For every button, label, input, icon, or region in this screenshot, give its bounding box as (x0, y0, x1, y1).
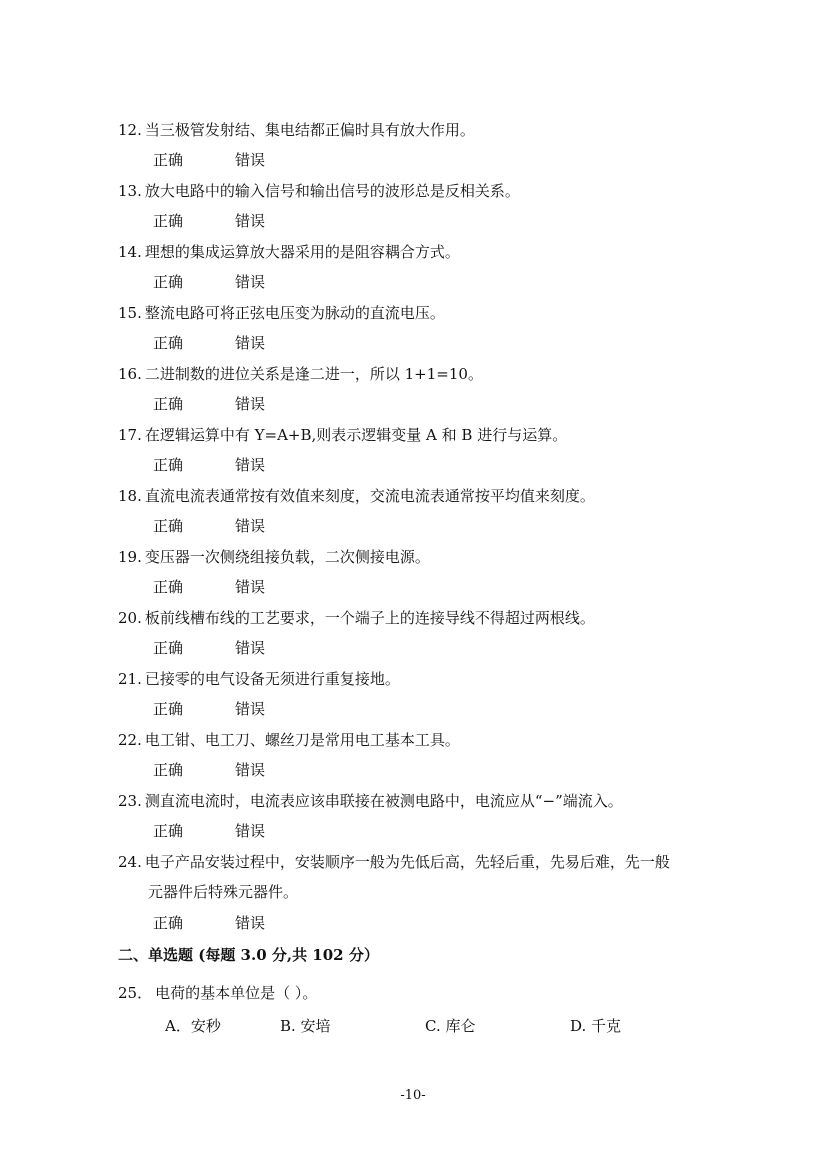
option-true[interactable]: 正确 (153, 761, 184, 779)
options-12 (153, 150, 265, 170)
option-false[interactable]: 错误 (235, 151, 266, 169)
question-17 (118, 425, 567, 445)
question-22 (118, 730, 460, 750)
option-false[interactable]: 错误 (235, 395, 266, 413)
question-number: 13. (118, 182, 142, 200)
question-text: 二进制数的进位关系是逢二进一，所以 1+1=10。 (144, 365, 483, 383)
question-text: 已接零的电气设备无须进行重复接地。 (144, 670, 400, 688)
option-true[interactable]: 正确 (153, 212, 184, 230)
question-21 (118, 669, 400, 689)
question-text: 放大电路中的输入信号和输出信号的波形总是反相关系。 (144, 182, 520, 200)
choice-b[interactable]: B. 安培 (280, 1017, 331, 1035)
option-false[interactable]: 错误 (235, 914, 266, 932)
option-true[interactable]: 正确 (153, 334, 184, 352)
question-number: 14. (118, 243, 142, 261)
option-true[interactable]: 正确 (153, 822, 184, 840)
options-14 (153, 272, 265, 292)
options-19 (153, 577, 265, 597)
option-false[interactable]: 错误 (235, 639, 266, 657)
question-number: 16. (118, 365, 142, 383)
option-false[interactable]: 错误 (235, 700, 266, 718)
question-text: 直流电流表通常按有效值来刻度，交流电流表通常按平均值来刻度。 (144, 487, 595, 505)
options-15 (153, 333, 265, 353)
option-false[interactable]: 错误 (235, 456, 266, 474)
choice-c[interactable]: C. 库仑 (425, 1017, 476, 1035)
question-text: 测直流电流时，电流表应该串联接在被测电路中，电流应从“−”端流入。 (144, 792, 623, 810)
option-true[interactable]: 正确 (153, 914, 184, 932)
question-number: 15. (118, 304, 142, 322)
option-false[interactable]: 错误 (235, 212, 266, 230)
options-17 (153, 455, 265, 475)
option-false[interactable]: 错误 (235, 822, 266, 840)
section-heading: 二、单选题 (每题 3.0 分,共 102 分） (118, 946, 379, 964)
option-false[interactable]: 错误 (235, 578, 266, 596)
choice-a[interactable]: A．安秒 (165, 1017, 221, 1035)
question-text: 当三极管发射结、集电结都正偏时具有放大作用。 (144, 121, 475, 139)
options-23 (153, 821, 265, 841)
question-25 (118, 983, 317, 1003)
question-number: 24. (118, 853, 142, 871)
option-false[interactable]: 错误 (235, 761, 266, 779)
option-true[interactable]: 正确 (153, 151, 184, 169)
question-12 (118, 120, 475, 140)
question-number: 21. (118, 670, 142, 688)
options-24 (153, 913, 265, 933)
option-true[interactable]: 正确 (153, 578, 184, 596)
question-number: 18. (118, 487, 142, 505)
question-number: 19. (118, 548, 142, 566)
question-text: 整流电路可将正弦电压变为脉动的直流电压。 (144, 304, 445, 322)
question-text: 变压器一次侧绕组接负载，二次侧接电源。 (144, 548, 430, 566)
options-13 (153, 211, 265, 231)
question-19 (118, 547, 430, 567)
question-text: 在逻辑运算中有 Y=A+B,则表示逻辑变量 A 和 B 进行与运算。 (144, 426, 568, 444)
question-15 (118, 303, 445, 323)
question-18 (118, 486, 595, 506)
question-16 (118, 364, 483, 384)
question-number: 20. (118, 609, 142, 627)
question-text: 电子产品安装过程中，安装顺序一般为先低后高，先轻后重，先易后难，先一般 (144, 853, 670, 871)
option-false[interactable]: 错误 (235, 334, 266, 352)
question-number: 22. (118, 731, 142, 749)
options-18 (153, 516, 265, 536)
option-true[interactable]: 正确 (153, 456, 184, 474)
page-number: -10- (400, 1088, 426, 1103)
option-true[interactable]: 正确 (153, 639, 184, 657)
question-14 (118, 242, 460, 262)
question-text: 理想的集成运算放大器采用的是阻容耦合方式。 (144, 243, 460, 261)
question-number: 12. (118, 121, 142, 139)
options-16 (153, 394, 265, 414)
option-false[interactable]: 错误 (235, 273, 266, 291)
question-text: 电工钳、电工刀、螺丝刀是常用电工基本工具。 (144, 731, 460, 749)
options-20 (153, 638, 265, 658)
question-number: 17. (118, 426, 142, 444)
options-22 (153, 760, 265, 780)
question-number: 23. (118, 792, 142, 810)
question-text: 板前线槽布线的工艺要求，一个端子上的连接导线不得超过两根线。 (144, 609, 595, 627)
question-number: 25． (118, 984, 153, 1002)
option-true[interactable]: 正确 (153, 700, 184, 718)
options-21 (153, 699, 265, 719)
option-true[interactable]: 正确 (153, 273, 184, 291)
question-24 (118, 852, 670, 872)
question-13 (118, 181, 520, 201)
option-true[interactable]: 正确 (153, 517, 184, 535)
choice-d[interactable]: D. 千克 (570, 1017, 622, 1035)
option-true[interactable]: 正确 (153, 395, 184, 413)
question-24-continuation: 元器件后特殊元器件。 (148, 883, 299, 901)
question-text: 电荷的基本单位是（ ）。 (155, 984, 318, 1002)
question-23 (118, 791, 623, 811)
option-false[interactable]: 错误 (235, 517, 266, 535)
question-20 (118, 608, 595, 628)
